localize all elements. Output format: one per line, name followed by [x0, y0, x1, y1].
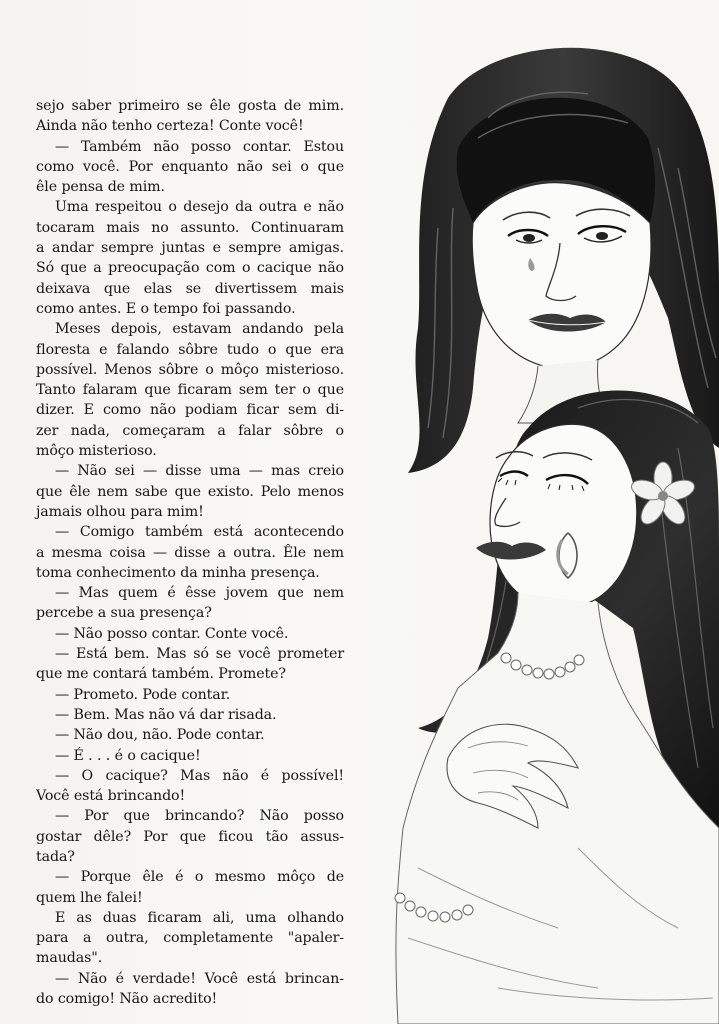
- text-line: a andar sempre juntas e sempre amigas.: [36, 240, 344, 257]
- text-line: E as duas ficaram ali, uma olhando: [55, 909, 344, 926]
- text-line: — Mas quem é êsse jovem que nem: [55, 585, 344, 602]
- text-line: — Prometo. Pode contar.: [55, 686, 231, 703]
- text-line: Você está brincando!: [36, 788, 186, 805]
- text-line: tocaram mais no assunto. Continuaram: [36, 219, 344, 236]
- text-line: zer nada, começaram a falar sôbre o: [36, 422, 344, 439]
- text-line: — É . . . é o cacique!: [55, 747, 201, 764]
- text-line: môço misterioso.: [36, 443, 157, 460]
- text-line: quem lhe falei!: [36, 889, 143, 906]
- text-line: — Não posso contar. Conte você.: [55, 625, 289, 642]
- text-line: sejo saber primeiro se êle gosta de mim.: [36, 98, 344, 114]
- text-line: possível. Menos sôbre o môço misterioso.: [36, 361, 344, 378]
- text-line: — Também não posso contar. Estou: [55, 138, 344, 155]
- text-line: — Por que brincando? Não posso: [55, 808, 344, 825]
- text-line: do comigo! Não acredito!: [36, 991, 218, 1008]
- text-line: Tanto falaram que ficaram sem ter o que: [36, 382, 344, 399]
- text-line: como antes. E o tempo foi passando.: [36, 300, 296, 317]
- top-woman-face: [472, 183, 651, 369]
- text-line: êle pensa de mim.: [36, 179, 165, 196]
- text-line: — Comigo também está acontecendo: [55, 524, 344, 541]
- text-line: Uma respeitou o desejo da outra e não: [55, 199, 344, 216]
- text-line: — Está bem. Mas só se você prometer: [55, 646, 344, 663]
- text-line: — Bem. Mas não vá dar risada.: [55, 706, 277, 723]
- text-line: que me contará também. Promete?: [36, 666, 286, 683]
- text-line: toma conhecimento da minha presença.: [36, 564, 320, 581]
- text-line: percebe a sua presença?: [36, 605, 212, 622]
- text-line: — O cacique? Mas não é possível!: [55, 767, 344, 784]
- text-line: Ainda não tenho certeza! Conte você!: [36, 118, 304, 135]
- text-line: — Não dou, não. Pode contar.: [55, 727, 265, 744]
- text-line: Meses depois, estavam andando pela: [55, 321, 344, 338]
- text-line: que êle nem sabe que existo. Pelo menos: [36, 483, 344, 500]
- text-line: deixava que elas se divertissem mais: [36, 280, 344, 297]
- story-text-column: [36, 96, 344, 1009]
- text-line: jamais olhou para mim!: [36, 503, 204, 520]
- text-line: como você. Por enquanto não sei o que: [36, 158, 344, 175]
- text-line: — Não é verdade! Você está brincan-: [55, 970, 344, 987]
- text-line: tada?: [36, 848, 75, 865]
- text-line: dizer. E como não podiam ficar sem di-: [36, 402, 344, 419]
- text-line: — Porque êle é o mesmo môço de: [55, 869, 344, 886]
- text-line: Só que a preocupação com o cacique não: [36, 260, 344, 277]
- text-line: maudas".: [36, 950, 103, 967]
- text-line: gostar dêle? Por que ficou tão assus-: [36, 828, 344, 845]
- text-line: a mesma coisa — disse a outra. Êle nem: [36, 544, 344, 561]
- text-line: — Não sei — disse uma — mas creio: [55, 463, 344, 480]
- two-women-illustration-icon: [378, 28, 719, 1024]
- text-line: floresta e falando sôbre tudo o que era: [36, 341, 344, 358]
- text-line: para a outra, completamente "apaler-: [36, 930, 344, 947]
